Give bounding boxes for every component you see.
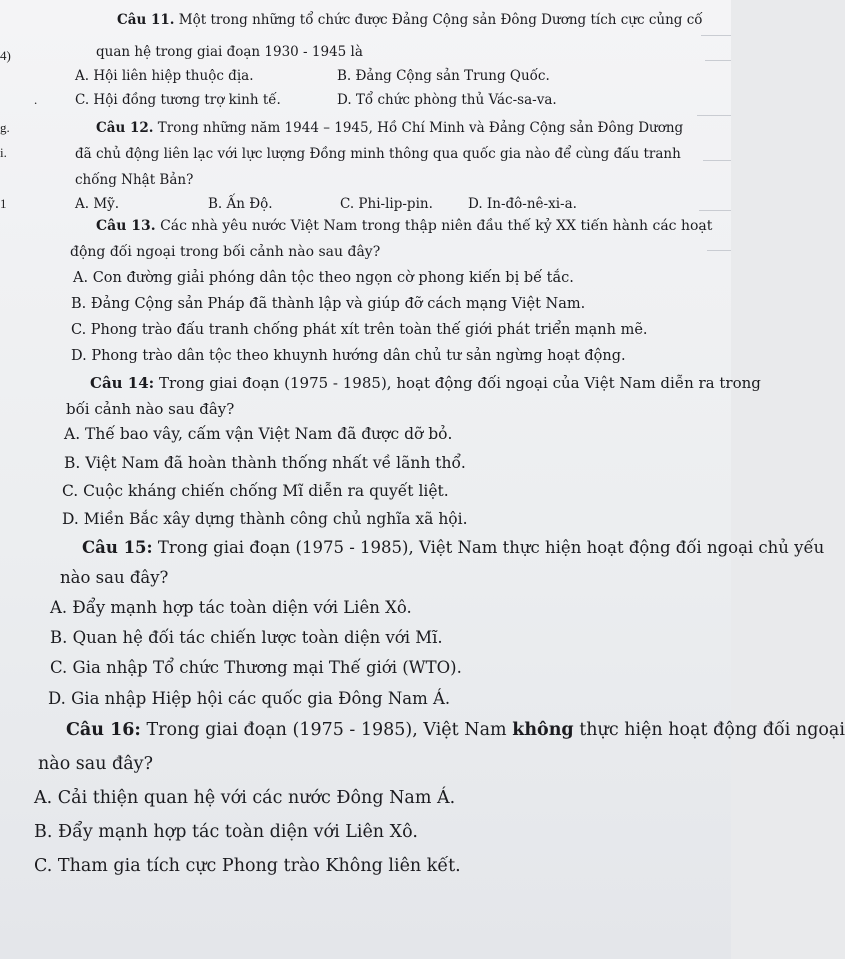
option-c: C. Phi-lip-pin. [340,196,433,212]
margin-fragment: g. [0,120,10,135]
question-text: thực hiện hoạt động đối ngoại [579,720,845,740]
question-13-line1 [96,218,712,234]
question-15-line1 [82,538,824,557]
option-c: C. Gia nhập Tổ chức Thương mại Thế giới (WTO). [50,658,462,677]
background-line [699,210,731,211]
question-number: Câu 11. [117,12,175,28]
option-a: A. Hội liên hiệp thuộc địa. [75,68,254,84]
question-text: Trong giai đoạn (1975 - 1985), Việt Nam [146,720,507,740]
question-14-line2: bối cảnh nào sau đây? [66,400,235,418]
background-line [705,60,731,61]
margin-fragment: . [34,92,38,107]
option-a: A. Con đường giải phóng dân tộc theo ngọn cờ phong kiến bị bế tắc. [73,270,574,286]
option-b: B. Việt Nam đã hoàn thành thống nhất về lãnh thổ. [64,454,466,472]
option-c: C. Phong trào đấu tranh chống phát xít trên toàn thế giới phát triển mạnh mẽ. [71,322,648,338]
option-a: A. Thế bao vây, cấm vận Việt Nam đã được dỡ bỏ. [64,425,453,443]
question-12-line2: đã chủ động liên lạc với lực lượng Đồng minh thông qua quốc gia nào để cùng đấu tranh [75,146,681,162]
question-text: Một trong những tổ chức được Đảng Cộng sản Đông Dương tích cực củng cố [178,12,703,28]
option-b: B. Đảng Cộng sản Pháp đã thành lập và giúp đỡ cách mạng Việt Nam. [71,296,586,312]
question-number: Câu 15: [82,538,153,557]
question-number: Câu 14: [90,374,155,392]
question-16-line1 [66,720,845,740]
question-number: Câu 13. [96,218,156,234]
question-text: Trong giai đoạn (1975 - 1985), Việt Nam thực hiện hoạt động đối ngoại chủ yếu [157,538,825,557]
question-number: Câu 16: [66,720,141,740]
option-b: B. Ấn Độ. [208,196,273,212]
question-11-line2: quan hệ trong giai đoạn 1930 - 1945 là [96,44,363,60]
background-line [707,250,731,251]
background-line [697,115,731,116]
background-line [703,160,731,161]
option-c: C. Tham gia tích cực Phong trào Không liên kết. [34,856,461,876]
option-b: B. Đảng Cộng sản Trung Quốc. [337,68,550,84]
question-emphasis: không [512,720,574,740]
question-text: Trong giai đoạn (1975 - 1985), hoạt động đối ngoại của Việt Nam diễn ra trong [158,374,761,392]
question-12-line3: chống Nhật Bản? [75,172,194,188]
option-c: C. Cuộc kháng chiến chống Mĩ diễn ra quyết liệt. [62,482,449,500]
question-text: Trong những năm 1944 – 1945, Hồ Chí Minh và Đảng Cộng sản Đông Dương [157,120,684,136]
question-11-line1 [117,12,703,28]
background-line [701,35,731,36]
option-d: D. Gia nhập Hiệp hội các quốc gia Đông Nam Á. [48,689,451,708]
option-a: A. Đẩy mạnh hợp tác toàn diện với Liên Xô. [50,598,412,617]
option-a: A. Mỹ. [75,196,120,212]
option-d: D. Miền Bắc xây dựng thành công chủ nghĩa xã hội. [62,510,468,528]
question-15-line2: nào sau đây? [60,568,169,587]
margin-fragment: 4) [0,48,11,63]
option-c: C. Hội đồng tương trợ kinh tế. [75,92,281,108]
question-13-line2: động đối ngoại trong bối cảnh nào sau đây? [70,244,381,260]
question-12-line1 [96,120,683,136]
option-b: B. Đẩy mạnh hợp tác toàn diện với Liên Xô. [34,822,418,842]
question-number: Câu 12. [96,120,154,136]
question-14-line1 [90,374,761,392]
margin-fragment: i. [0,145,7,160]
option-a: A. Cải thiện quan hệ với các nước Đông Nam Á. [34,788,456,808]
option-d: D. In-đô-nê-xi-a. [468,196,577,212]
question-16-line2: nào sau đây? [38,754,153,774]
option-b: B. Quan hệ đối tác chiến lược toàn diện với Mĩ. [50,628,443,647]
option-d: D. Tổ chức phòng thủ Vác-sa-va. [337,92,557,108]
question-text: Các nhà yêu nước Việt Nam trong thập niên đầu thế kỷ XX tiến hành các hoạt [160,218,713,234]
option-d: D. Phong trào dân tộc theo khuynh hướng dân chủ tư sản ngừng hoạt động. [71,348,626,364]
margin-fragment: 1 [0,196,7,211]
